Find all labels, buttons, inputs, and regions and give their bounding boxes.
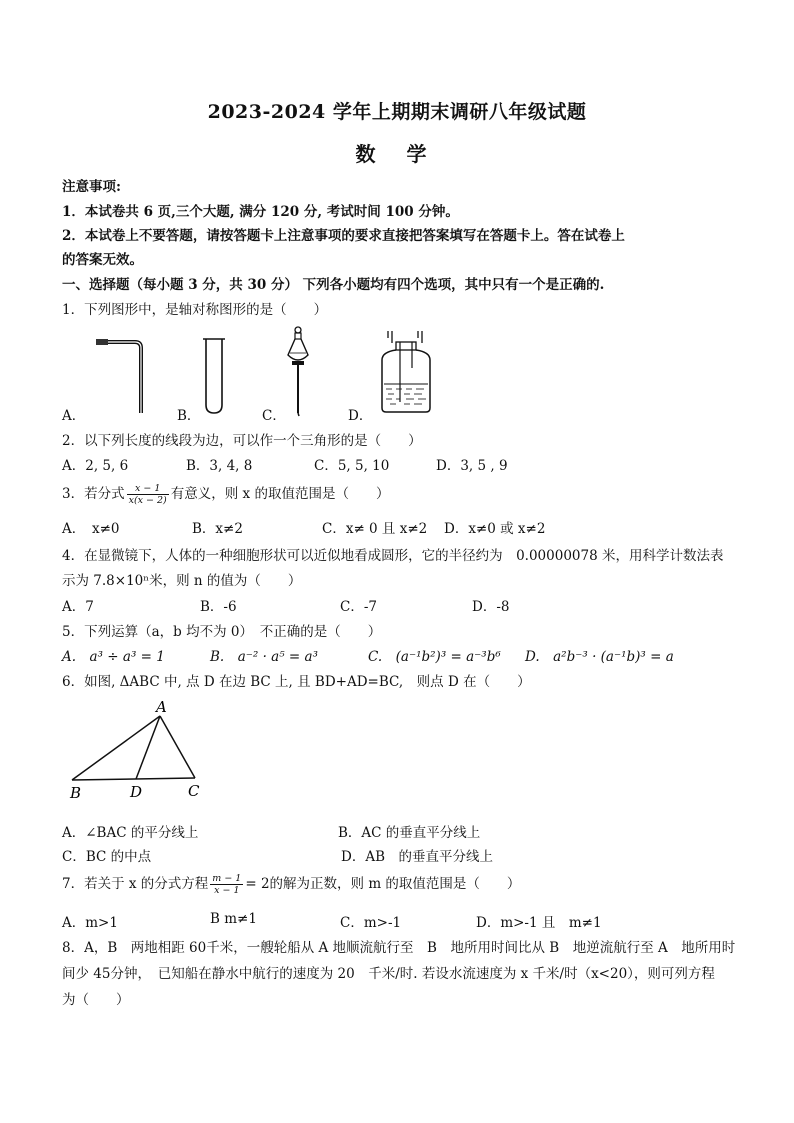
q3-fraction-num: x − 1 bbox=[127, 483, 169, 495]
q4-option-c: C．-7 bbox=[340, 599, 377, 615]
q6-label-b: B bbox=[70, 784, 82, 802]
q4-option-b: B．-6 bbox=[200, 599, 237, 615]
exam-title: 2023-2024 学年上期期末调研八年级试题 bbox=[207, 101, 587, 123]
q5-stem: 5．下列运算（a，b 均不为 0） 不正确的是（ ） bbox=[62, 624, 382, 640]
q1-figure-d-bottle-icon bbox=[378, 328, 434, 414]
note-1: 1．本试卷共 6 页,三个大题, 满分 120 分, 考试时间 100 分钟。 bbox=[62, 204, 459, 220]
q3-option-a: A． x≠0 bbox=[62, 521, 120, 537]
q3-option-c: C．x≠ 0 且 x≠2 bbox=[322, 521, 428, 537]
q6-side-ac bbox=[160, 716, 195, 778]
q1-option-a: A． bbox=[62, 408, 86, 424]
q6-option-c: C．BC 的中点 bbox=[62, 849, 152, 865]
q8-line-1: 8．A，B 两地相距 60千米，一艘轮船从 A 地顺流航行至 B 地所用时间比从 B 地逆流航行至 A 地所用时 bbox=[62, 940, 736, 956]
q7-fraction-den: x − 1 bbox=[214, 885, 240, 896]
q3-stem-post: 有意义，则 x 的取值范围是（ ） bbox=[170, 486, 390, 502]
q3-stem-pre: 3．若分式 bbox=[62, 486, 125, 502]
q6-label-c: C bbox=[188, 782, 200, 800]
exam-subject: 数 学 bbox=[355, 142, 439, 166]
q6-option-b: B．AC 的垂直平分线上 bbox=[338, 825, 481, 841]
q1-stem: 1．下列图形中，是轴对称图形的是（ ） bbox=[62, 302, 328, 318]
q4-line-2: 示为 7.8×10ⁿ米，则 n 的值为（ ） bbox=[62, 573, 302, 589]
q2-option-c: C．5, 5, 10 bbox=[314, 458, 390, 474]
q2-stem: 2．以下列长度的线段为边，可以作一个三角形的是（ ） bbox=[62, 433, 422, 449]
q7-fraction bbox=[210, 873, 243, 896]
q6-label-a: A bbox=[156, 698, 167, 716]
q7-option-b: B m≠1 bbox=[210, 911, 257, 927]
q2-option-d: D．3, 5 , 9 bbox=[436, 458, 508, 474]
q4-option-d: D．-8 bbox=[472, 599, 510, 615]
note-2-line2: 的答案无效。 bbox=[62, 252, 143, 268]
q7-stem bbox=[62, 872, 520, 896]
q7-option-a: A．m>1 bbox=[62, 915, 118, 931]
q6-label-d: D bbox=[130, 783, 143, 801]
q7-stem-post: = 2的解为正数，则 m 的取值范围是（ ） bbox=[245, 876, 521, 892]
q5-option-a: A. a³ ÷ a³ = 1 bbox=[62, 649, 165, 665]
q1-figure-a-bent-tube-icon bbox=[95, 335, 145, 417]
section-1-heading: 一、选择题（每小题 3 分，共 30 分） 下列各小题均有四个选项，其中只有一个是正确的. bbox=[62, 277, 605, 293]
q1-figure-b-test-tube-icon bbox=[200, 333, 230, 417]
q7-option-d: D．m>-1 且 m≠1 bbox=[476, 915, 602, 931]
q3-fraction bbox=[127, 483, 169, 506]
q1-option-c: C． bbox=[262, 408, 286, 424]
q8-line-2: 间少 45分钟， 已知船在静水中航行的速度为 20 千米/时. 若设水流速度为 x 千米/时（x<20），则可列方程 bbox=[62, 966, 715, 982]
q7-option-c: C．m>-1 bbox=[340, 915, 402, 931]
q5-option-c: C. (a⁻¹b²)³ = a⁻³b⁶ bbox=[368, 649, 501, 665]
q1-figure-c-funnel-icon bbox=[284, 325, 314, 417]
q6-option-d: D．AB 的垂直平分线上 bbox=[341, 849, 493, 865]
q3-stem bbox=[62, 482, 389, 506]
q5-option-d: D. a²b⁻³ · (a⁻¹b)³ = a bbox=[525, 649, 674, 665]
q4-option-a: A．7 bbox=[62, 599, 94, 615]
q3-fraction-den: x(x − 2) bbox=[128, 495, 167, 506]
q6-option-a: A．∠BAC 的平分线上 bbox=[62, 825, 199, 841]
q3-option-d: D．x≠0 或 x≠2 bbox=[444, 521, 546, 537]
q6-side-bc bbox=[72, 778, 195, 780]
note-2-line1: 2．本试卷上不要答题，请按答题卡上注意事项的要求直接把答案填写在答题卡上。答在试卷上 bbox=[62, 228, 625, 244]
q1-option-d: D． bbox=[348, 408, 373, 424]
q7-stem-pre: 7．若关于 x 的分式方程 bbox=[62, 876, 209, 892]
q3-option-b: B．x≠2 bbox=[192, 521, 243, 537]
q2-option-b: B．3, 4, 8 bbox=[186, 458, 253, 474]
q6-stem: 6．如图, ΔABC 中, 点 D 在边 BC 上, 且 BD+AD=BC, 则点 D 在（ ） bbox=[62, 674, 531, 690]
q7-fraction-num: m − 1 bbox=[212, 873, 242, 884]
q2-option-a: A．2, 5, 6 bbox=[62, 458, 129, 474]
notes-heading: 注意事项: bbox=[62, 179, 121, 195]
q8-line-3: 为（ ） bbox=[62, 992, 130, 1008]
q4-line-1: 4．在显微镜下，人体的一种细胞形状可以近似地看成圆形，它的半径约为 0.00000078 米，用科学计数法表 bbox=[62, 548, 724, 564]
q1-option-b: B． bbox=[177, 408, 201, 424]
q6-side-ba bbox=[72, 716, 160, 780]
q6-triangle-figure bbox=[60, 698, 220, 802]
q5-option-b: B. a⁻² · a⁵ = a³ bbox=[210, 649, 318, 665]
